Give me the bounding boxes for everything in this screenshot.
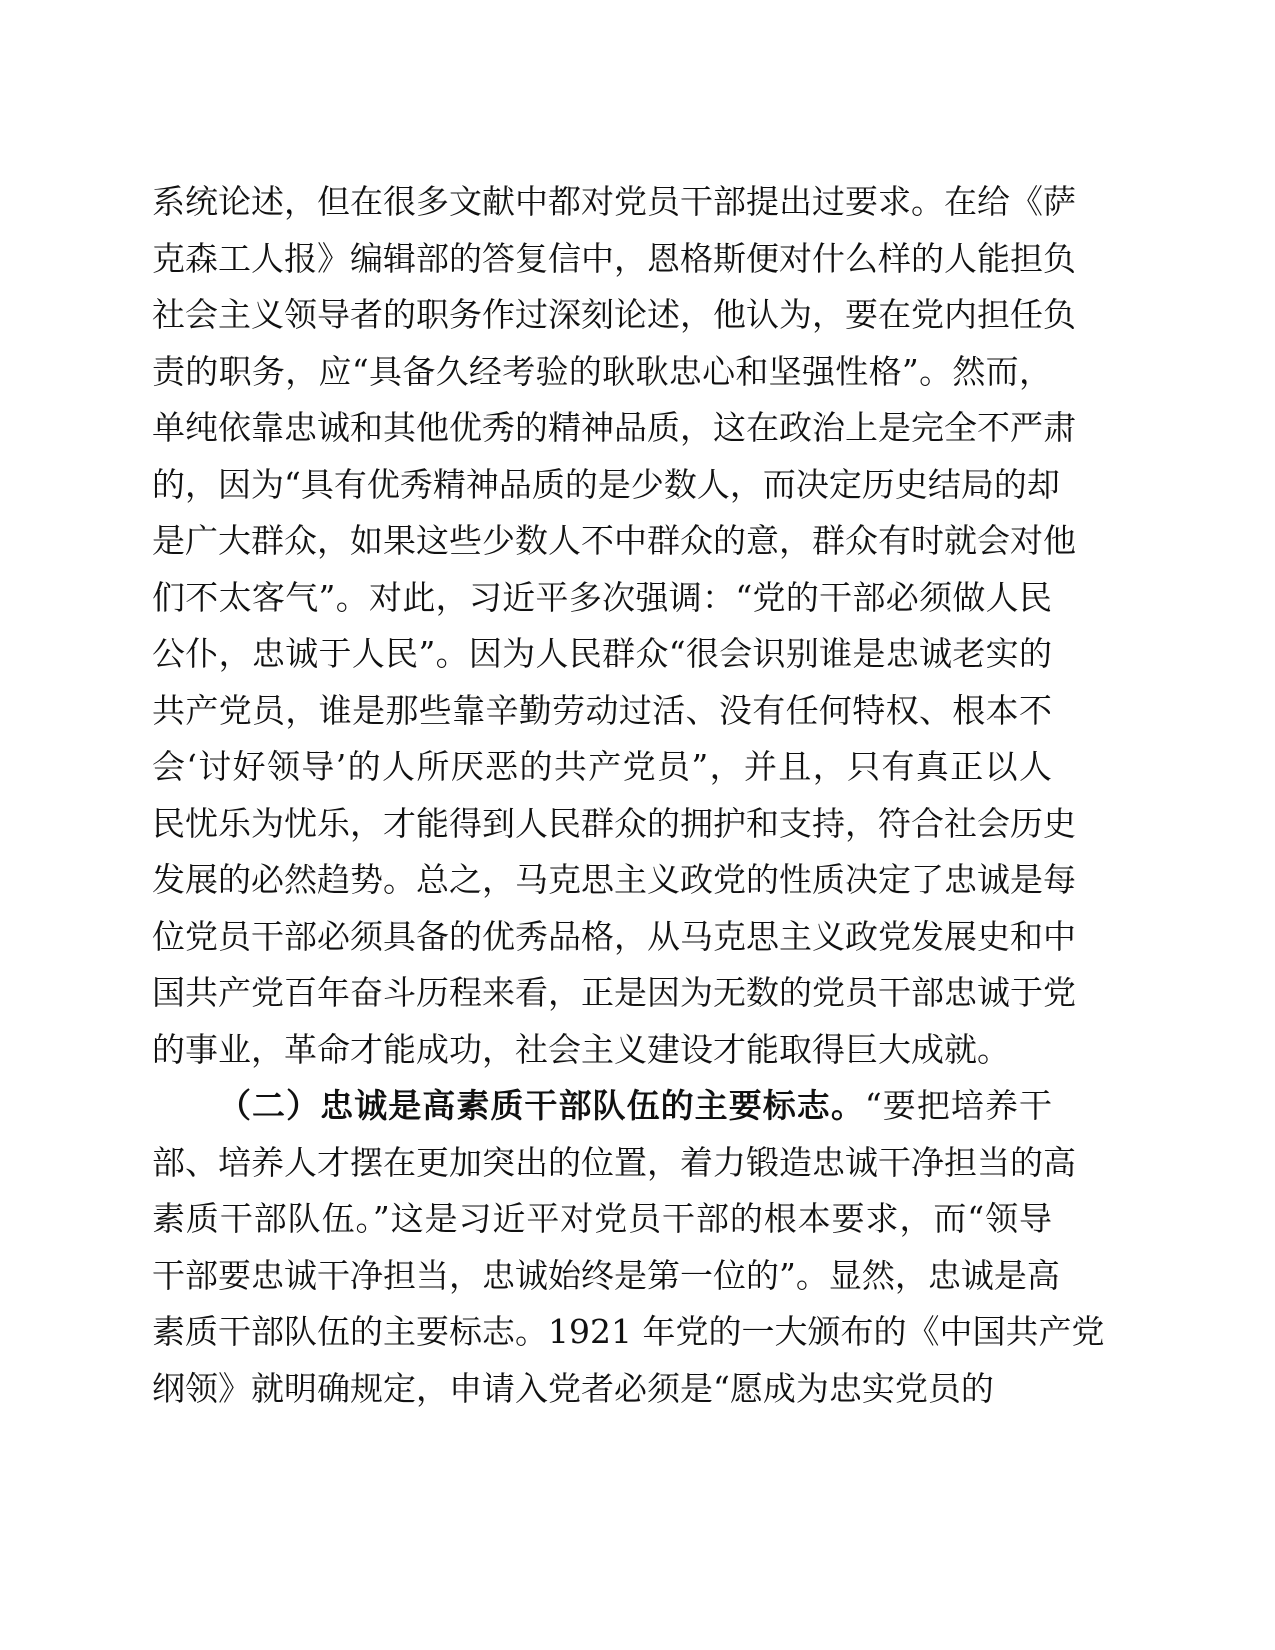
text-line: 的，因为“具有优秀精神品质的是少数人，而决定历史结局的却 [152,464,1060,504]
text-line: 会‘讨好领导’的人所厌恶的共产党员”，并且，只有真正以人 [152,747,1052,786]
text-line: 公仆，忠诚于人民”。因为人民群众“很会识别谁是忠诚老实的 [152,634,1052,673]
text-line: 克森工人报》编辑部的答复信中，恩格斯便对什么样的人能担负 [152,238,1076,278]
text-line: 民忧乐为忧乐，才能得到人民群众的拥护和支持，符合社会历史 [152,803,1076,843]
text-line: 部、培养人才摆在更加突出的位置，着力锻造忠诚干净担当的高 [152,1142,1076,1182]
text-line: 社会主义领导者的职务作过深刻论述，他认为，要在党内担任负 [152,295,1076,334]
text-line: 责的职务，应“具备久经考验的耿耿忠心和坚强性格”。然而， [152,351,1052,391]
section-heading-line [152,1078,1052,1135]
text-line: 的事业，革命才能成功，社会主义建设才能取得巨大成就。 [152,1029,1010,1069]
text-line: 干部要忠诚干净担当，忠诚始终是第一位的”。显然，忠诚是高 [152,1255,1060,1295]
text-line: 共产党员，谁是那些靠辛勤劳动过活、没有任何特权、根本不 [152,690,1052,730]
text-line: 国共产党百年奋斗历程来看，正是因为无数的党员干部忠诚于党 [152,973,1076,1012]
text-line: 纲领》就明确规定，申请入党者必须是“愿成为忠实党员的 [152,1368,994,1408]
text-line: 系统论述，但在很多文献中都对党员干部提出过要求。在给《萨 [152,182,1076,221]
text-line: 们不太客气”。对此，习近平多次强调：“党的干部必须做人民 [152,577,1052,617]
body-text [152,174,1105,1417]
text-line: 发展的必然趋势。总之，马克思主义政党的性质决定了忠诚是每 [152,860,1076,899]
text-line: 是广大群众，如果这些少数人不中群众的意，群众有时就会对他 [152,521,1076,560]
text-line: 位党员干部必须具备的优秀品格，从马克思主义政党发展史和中 [152,916,1076,956]
section-lead: “要把培养干 [864,1086,1052,1125]
section-heading: （二）忠诚是高素质干部队伍的主要标志。 [218,1086,865,1125]
text-line: 素质干部队伍的主要标志。1921 年党的一大颁布的《中国共产党 [152,1312,1105,1351]
text-line: 单纯依靠忠诚和其他优秀的精神品质，这在政治上是完全不严肃 [152,408,1076,447]
text-line: 素质干部队伍。”这是习近平对党员干部的根本要求，而“领导 [152,1199,1052,1238]
